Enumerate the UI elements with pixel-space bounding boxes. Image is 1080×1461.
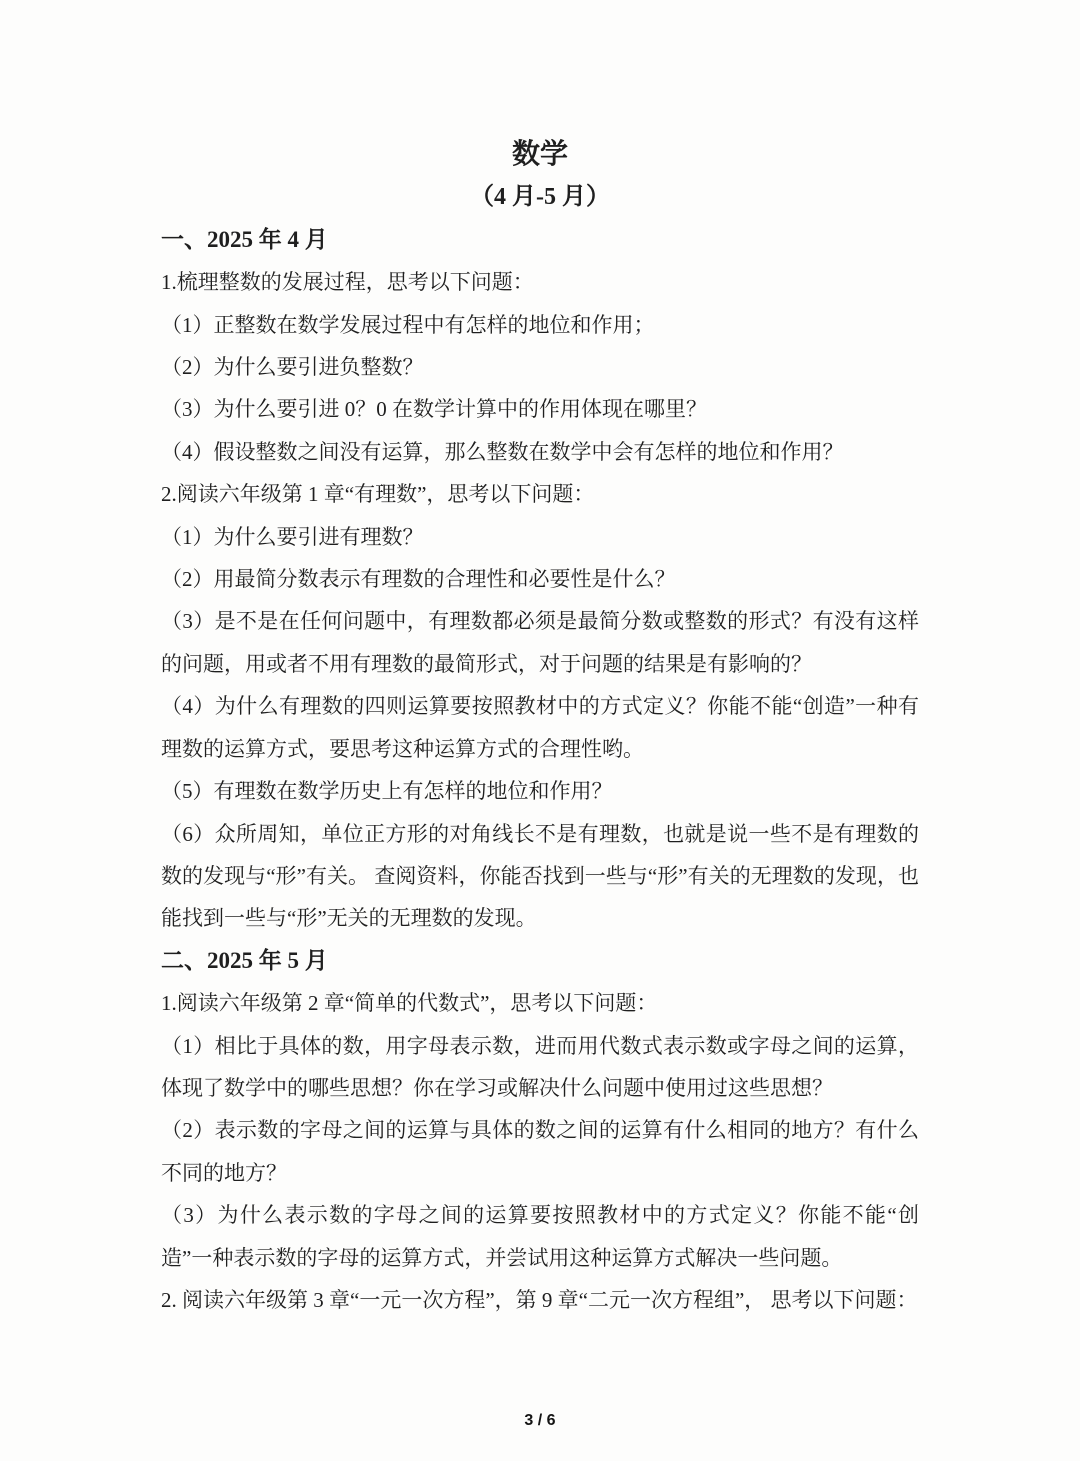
- question-paragraph: （4）假设整数之间没有运算，那么整数在数学中会有怎样的地位和作用？: [161, 439, 844, 464]
- document-title: 数学: [511, 139, 568, 170]
- question-paragraph: 1.梳理整数的发展过程，思考以下问题：: [161, 270, 534, 295]
- page-number: 3 / 6: [524, 1412, 556, 1429]
- question-paragraph: （2）用最简分数表示有理数的合理性和必要性是什么？: [161, 567, 676, 592]
- date-range-subtitle: （4 月-5 月）: [470, 184, 610, 211]
- section-heading-april: 一、2025 年 4 月: [161, 226, 328, 252]
- question-paragraph: （3）为什么表示数的字母之间的运算要按照教材中的方式定义？你能不能“创造”一种表示数的字母的运算方式，并尝试用这种运算方式解决一些问题。: [161, 1203, 919, 1270]
- question-paragraph: （1）为什么要引进有理数？: [161, 524, 424, 549]
- document-body: [161, 134, 919, 1321]
- question-paragraph: （4）为什么有理数的四则运算要按照教材中的方式定义？你能不能“创造”一种有理数的运算方式，要思考这种运算方式的合理性哟。: [161, 694, 919, 761]
- question-paragraph: 2.阅读六年级第 1 章“有理数”，思考以下问题：: [161, 482, 595, 507]
- question-paragraph: （1）正整数在数学发展过程中有怎样的地位和作用；: [161, 312, 655, 337]
- question-paragraph: （6）众所周知，单位正方形的对角线长不是有理数，也就是说一些不是有理数的数的发现与“形”有关。 查阅资料，你能否找到一些与“形”有关的无理数的发现，也能找到一些与“形”无关的无理数的发现。: [161, 821, 919, 931]
- question-paragraph: （1）相比于具体的数，用字母表示数，进而用代数式表示数或字母之间的运算，体现了数学中的哪些思想？你在学习或解决什么问题中使用过这些思想？: [161, 1033, 919, 1100]
- section-heading-may: 二、2025 年 5 月: [161, 947, 328, 973]
- question-paragraph: （5）有理数在数学历史上有怎样的地位和作用？: [161, 779, 613, 804]
- question-paragraph: 1.阅读六年级第 2 章“简单的代数式”，思考以下问题：: [161, 991, 658, 1016]
- question-paragraph: （3）是不是在任何问题中，有理数都必须是最简分数或整数的形式？有没有这样的问题，用或者不用有理数的最简形式，对于问题的结果是有影响的？: [161, 609, 919, 676]
- question-paragraph: （3）为什么要引进 0？0 在数学计算中的作用体现在哪里？: [161, 397, 707, 422]
- question-paragraph: 2. 阅读六年级第 3 章“一元一次方程”，第 9 章“二元一次方程组”， 思考以下问题：: [161, 1287, 918, 1312]
- question-paragraph: （2）表示数的字母之间的运算与具体的数之间的运算有什么相同的地方？有什么不同的地方？: [161, 1118, 919, 1185]
- question-paragraph: （2）为什么要引进负整数？: [161, 355, 424, 380]
